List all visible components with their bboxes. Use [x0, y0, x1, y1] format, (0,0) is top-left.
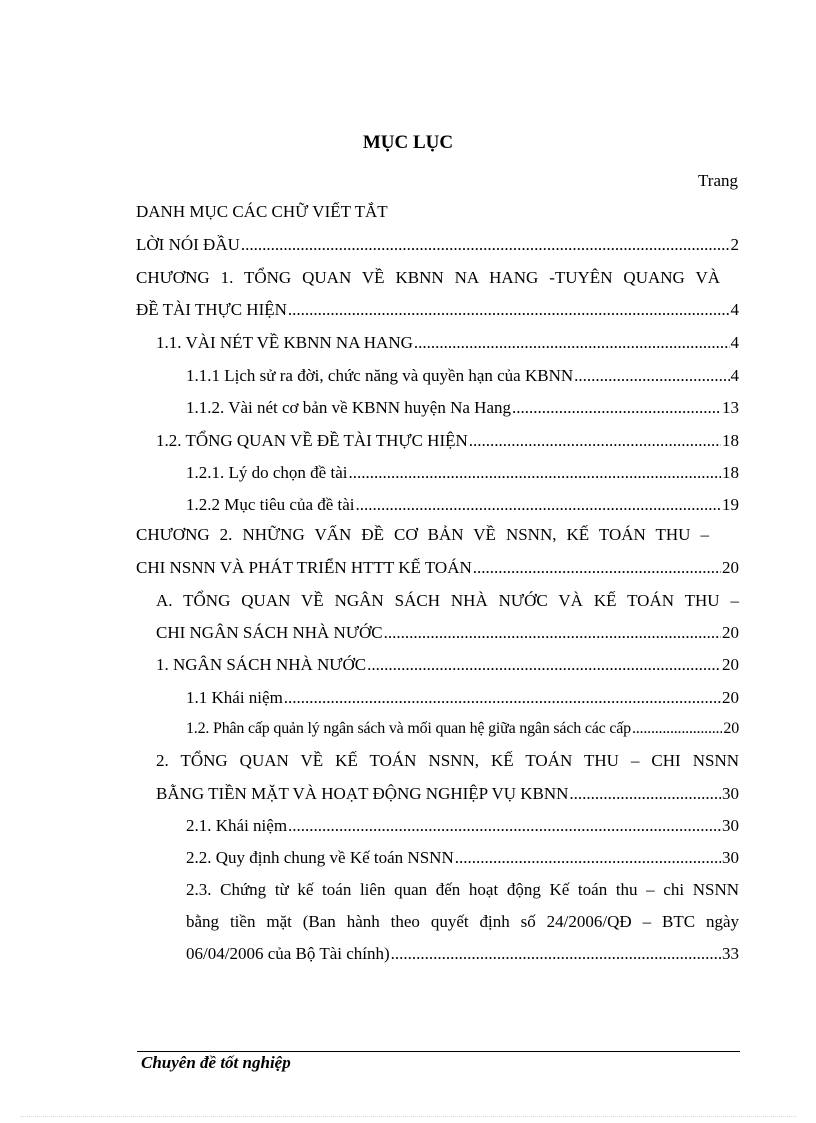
toc-entry-text: 1.2. Phân cấp quản lý ngân sách và mối quan hệ giữa ngân sách các cấp — [186, 720, 631, 737]
page-edge-dotted-line — [20, 1116, 796, 1117]
toc-entry — [186, 944, 739, 964]
toc-entry-text: 1.1.1 Lịch sử ra đời, chức năng và quyền hạn của KBNN — [186, 366, 574, 385]
toc-entry — [136, 202, 388, 222]
toc-entry — [186, 816, 739, 836]
toc-entry-text: 1.2.1. Lý do chọn đề tài — [186, 463, 348, 482]
toc-entry-line: CHƯƠNG 2. NHỮNG VẤN ĐỀ CƠ BẢN VỀ NSNN, KẾ TOÁN THU – — [136, 525, 709, 544]
toc-leader — [356, 495, 721, 515]
toc-leader — [574, 366, 729, 386]
toc-entry — [136, 300, 739, 320]
toc-leader — [284, 688, 721, 708]
toc-entry-text: 06/04/2006 của Bộ Tài chính) — [186, 944, 390, 963]
toc-leader — [288, 300, 730, 320]
page-column-header: Trang — [698, 171, 738, 190]
toc-entry-line: A. TỔNG QUAN VỀ NGÂN SÁCH NHÀ NƯỚC VÀ KẾ TOÁN THU – — [156, 591, 739, 610]
toc-page-number: 18 — [722, 431, 739, 450]
toc-entry-line: CHƯƠNG 1. TỔNG QUAN VỀ KBNN NA HANG -TUYÊN QUANG VÀ — [136, 268, 720, 287]
toc-entry — [156, 655, 739, 675]
toc-entry-text: CHI NGÂN SÁCH NHÀ NƯỚC — [156, 623, 383, 642]
toc-page-number: 18 — [722, 463, 739, 482]
toc-entry-text: 1.1.2. Vài nét cơ bản về KBNN huyện Na Hang — [186, 398, 511, 417]
toc-leader — [348, 463, 721, 483]
toc-entry — [186, 495, 739, 515]
toc-page-number: 4 — [730, 333, 739, 352]
toc-page-number: 33 — [722, 944, 739, 963]
toc-leader — [632, 720, 722, 738]
toc-leader — [414, 333, 730, 353]
toc-leader — [367, 655, 721, 675]
toc-entry — [156, 623, 739, 643]
toc-page-number: 20 — [722, 558, 739, 577]
toc-entry — [186, 848, 739, 868]
toc-page-number: 13 — [722, 398, 739, 417]
toc-entry — [186, 366, 739, 386]
footer-divider — [137, 1051, 740, 1052]
toc-entry-text: 1.1 Khái niệm — [186, 688, 283, 707]
toc-page-number: 2 — [730, 235, 739, 254]
toc-page-number: 20 — [722, 688, 739, 707]
toc-page-number: 20 — [722, 623, 739, 642]
toc-entry — [186, 720, 739, 738]
toc-entry-text: ĐỀ TÀI THỰC HIỆN — [136, 300, 287, 319]
toc-entry — [156, 333, 739, 353]
toc-entry-text: CHI NSNN VÀ PHÁT TRIỂN HTTT KẾ TOÁN — [136, 558, 472, 577]
toc-leader — [469, 431, 721, 451]
toc-entry-text: DANH MỤC CÁC CHỮ VIẾT TẮT — [136, 202, 388, 221]
toc-leader — [288, 816, 721, 836]
toc-entry — [136, 558, 739, 578]
toc-page-number: 20 — [723, 720, 739, 737]
toc-page-number: 19 — [722, 495, 739, 514]
toc-entry-text: LỜI NÓI ĐẦU — [136, 235, 240, 254]
toc-entry-text: 1.2.2 Mục tiêu của đề tài — [186, 495, 355, 514]
toc-leader — [569, 784, 721, 804]
toc-entry — [156, 431, 739, 451]
toc-page-number: 30 — [722, 784, 739, 803]
toc-page-number: 4 — [730, 366, 739, 385]
page-title: MỤC LỤC — [362, 132, 454, 153]
toc-page-number: 4 — [730, 300, 739, 319]
toc-entry-line: 2.3. Chứng từ kế toán liên quan đến hoạt động Kế toán thu – chi NSNN — [186, 880, 739, 899]
toc-entry-line: 2. TỔNG QUAN VỀ KẾ TOÁN NSNN, KẾ TOÁN THU – CHI NSNN — [156, 751, 739, 770]
toc-leader — [384, 623, 721, 643]
footer-label: Chuyên đề tốt nghiệp — [141, 1053, 291, 1072]
toc-leader — [455, 848, 721, 868]
toc-entry-text: 1.2. TỔNG QUAN VỀ ĐỀ TÀI THỰC HIỆN — [156, 431, 468, 450]
toc-page-number: 30 — [722, 816, 739, 835]
toc-entry-text: 1. NGÂN SÁCH NHÀ NƯỚC — [156, 655, 367, 674]
toc-entry — [136, 235, 739, 255]
toc-leader — [512, 398, 721, 418]
toc-entry-text: 2.1. Khái niệm — [186, 816, 288, 835]
toc-entry-text: 1.1. VÀI NÉT VỀ KBNN NA HANG — [156, 333, 413, 352]
toc-entry-text: BẰNG TIỀN MẶT VÀ HOẠT ĐỘNG NGHIỆP VỤ KBNN — [156, 784, 569, 803]
toc-leader — [473, 558, 721, 578]
toc-entry — [186, 398, 739, 418]
toc-page-number: 30 — [722, 848, 739, 867]
toc-entry-line: bằng tiền mặt (Ban hành theo quyết định số 24/2006/QĐ – BTC ngày — [186, 912, 739, 931]
toc-page-number: 20 — [722, 655, 739, 674]
toc-entry — [186, 463, 739, 483]
toc-leader — [241, 235, 730, 255]
toc-entry-text: 2.2. Quy định chung về Kế toán NSNN — [186, 848, 454, 867]
toc-entry — [156, 784, 739, 804]
toc-leader — [391, 944, 721, 964]
toc-entry — [186, 688, 739, 708]
